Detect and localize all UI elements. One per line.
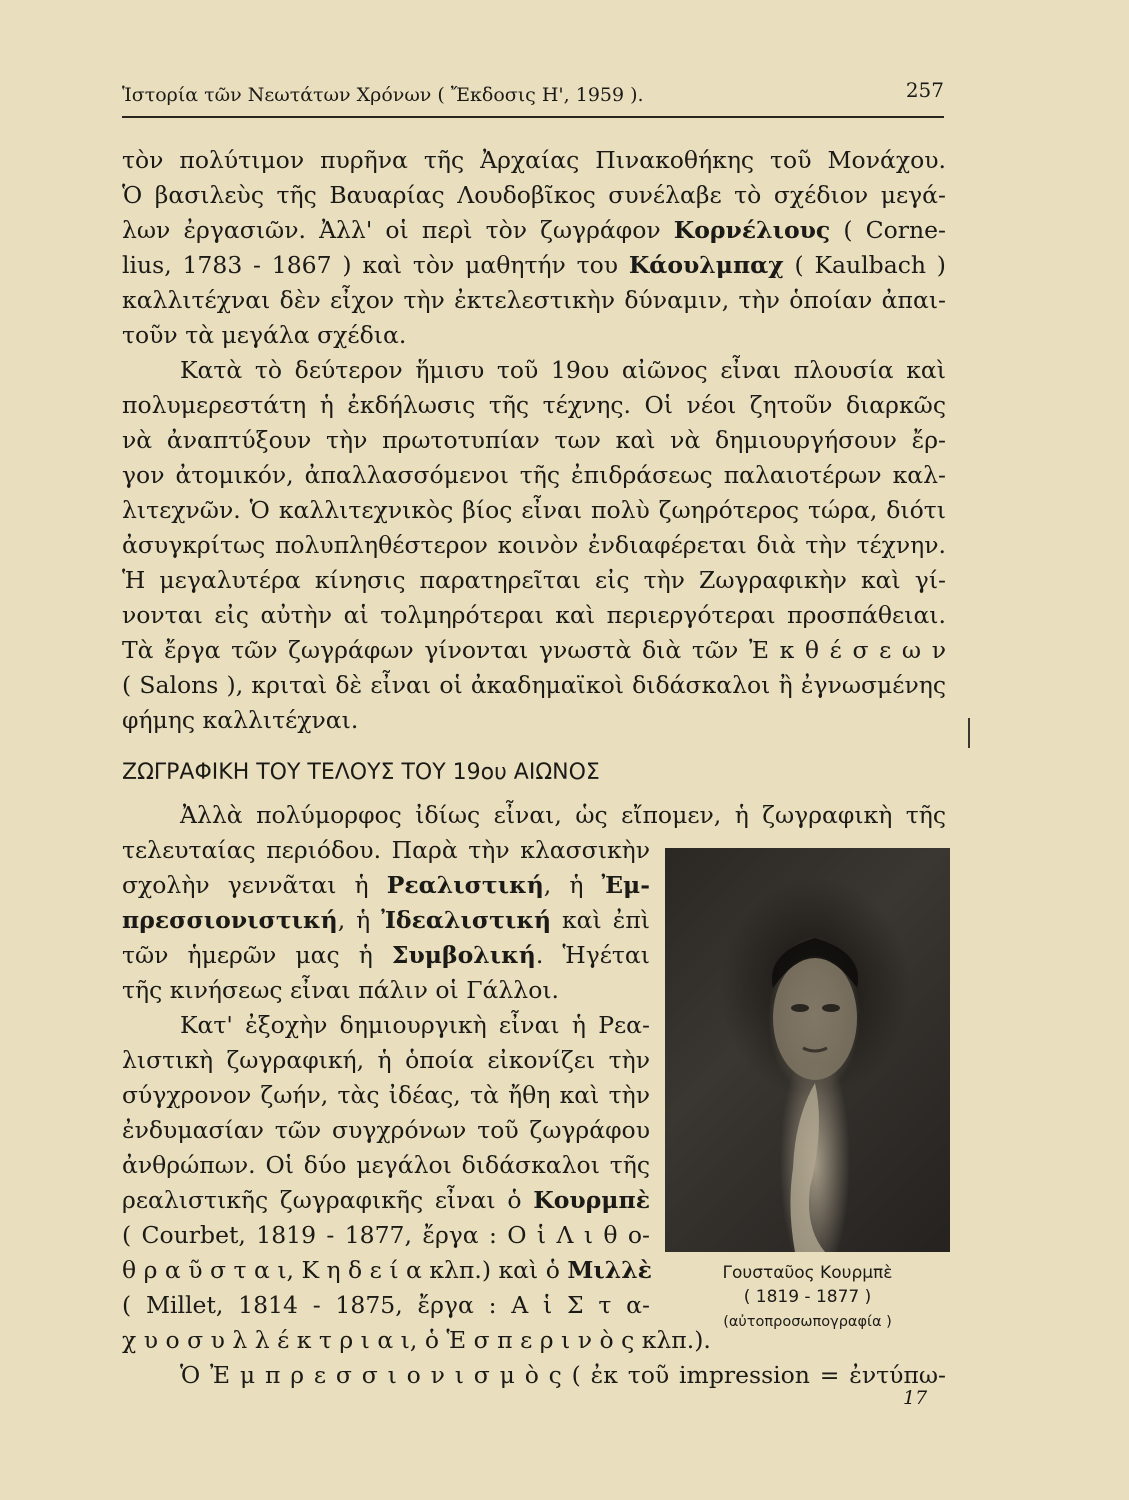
name-millet: Μιλλὲ (567, 1256, 652, 1284)
text-line: νονται εἰς αὐτὴν αἱ τολμηρότεραι καὶ περιεργότεραι προσπάθειαι. (122, 601, 946, 629)
text-line: λων ἐργασιῶν. Ἀλλ' οἱ περὶ τὸν ζωγράφον Κορνέλιους ( Corne- (122, 216, 946, 244)
signature-number: 17 (903, 1387, 928, 1409)
text-line: χ υ ο σ υ λ λ έ κ τ ρ ι α ι, ὁ Ἑ σ π ε ρ ι ν ὸ ς κλπ.). (122, 1326, 711, 1354)
courbet-portrait-image (665, 848, 950, 1252)
text-line: γον ἀτομικόν, ἀπαλλασσόμενοι τῆς ἐπιδράσεως παλαιοτέρων καλ- (122, 461, 946, 489)
text-line: τῆς κινήσεως εἶναι πάλιν οἱ Γάλλοι. (122, 976, 560, 1004)
text-line: τοῦν τὰ μεγάλα σχέδια. (122, 321, 407, 349)
text-line: λιτεχνῶν. Ὁ καλλιτεχνικὸς βίος εἶναι πολὺ ζωηρότερος τώρα, διότι (122, 496, 946, 524)
running-header (122, 76, 944, 118)
continuing-paragraph (122, 1358, 946, 1393)
text-line: τὸν πολύτιμον πυρῆνα τῆς Ἀρχαίας Πινακοθήκης τοῦ Μονάχου. (122, 146, 946, 174)
text-line: ( Courbet, 1819 - 1877, ἔργα : Ο ἱ Λ ι θ ο- (122, 1221, 650, 1249)
text-line: ρεαλιστικῆς ζωγραφικῆς εἶναι ὁ Κουρμπὲ (122, 1186, 650, 1214)
text-line: Τὰ ἔργα τῶν ζωγράφων γίνονται γνωστὰ διὰ τῶν Ἐ κ θ έ σ ε ω ν (122, 636, 946, 664)
text-line: Ὁ Ἐ μ π ρ ε σ σ ι ο ν ι σ μ ὸ ς ( ἐκ τοῦ impression = ἐντύπω- (180, 1361, 946, 1389)
text-line: σχολὴν γεννᾶται ἡ Ρεαλιστική, ἡ Ἐμ- (122, 871, 650, 899)
term-impressionism-start: Ἐμ- (601, 871, 650, 899)
caption-name: Γουσταῦος Κουρμπὲ (722, 1263, 893, 1283)
text-line: Κατ' ἐξοχὴν δημιουργικὴ εἶναι ἡ Ρεα- (180, 1011, 650, 1039)
header-title: Ἱστορία τῶν Νεωτάτων Χρόνων ( Ἔκδοσις Η', 1959 ). (122, 84, 644, 106)
text-line: Κατὰ τὸ δεύτερον ἥμισυ τοῦ 19ου αἰῶνος εἶναι πλουσία καὶ (180, 356, 946, 384)
term-idealism: Ἰδεαλιστική (381, 906, 552, 934)
name-courbet: Κουρμπὲ (533, 1186, 650, 1214)
spaced-word-ektheseon: Ἐ κ θ έ σ ε ω ν (748, 636, 946, 664)
term-impressionism-end: πρεσσιονιστική (122, 906, 338, 934)
text-line: πρεσσιονιστική, ἡ Ἰδεαλιστική καὶ ἐπὶ (122, 906, 650, 934)
text-line: Ὁ βασιλεὺς τῆς Βαυαρίας Λουδοβῖκος συνέλαβε τὸ σχέδιον μεγά- (122, 181, 946, 209)
section-heading: ΖΩΓΡΑΦΙΚΗ ΤΟΥ ΤΕΛΟΥΣ ΤΟΥ 19ου ΑΙΩΝΟΣ (122, 760, 600, 785)
text-line: Ἀλλὰ πολύμορφος ἰδίως εἶναι, ὡς εἴπομεν, ἡ ζωγραφικὴ τῆς (180, 801, 946, 829)
text-line: φήμης καλλιτέχναι. (122, 706, 359, 734)
term-symbolism: Συμβολική (391, 941, 536, 969)
text-line: ἀσυγκρίτως πολυπληθέστερον κοινὸν ἐνδιαφέρεται διὰ τὴν τέχνην. (122, 531, 946, 559)
caption-dates: ( 1819 - 1877 ) (743, 1287, 872, 1307)
text-line: θ ρ α ῦ σ τ α ι, Κ η δ ε ί α κλπ.) καὶ ὁ Μιλλὲ (122, 1256, 652, 1284)
text-line: τελευταίας περιόδου. Παρὰ τὴν κλασσικὴν (122, 836, 650, 864)
portrait-illustration (665, 848, 950, 1252)
text-line: νὰ ἀναπτύξουν τὴν πρωτοτυπίαν των καὶ νὰ δημιουργήσουν ἔρ- (122, 426, 946, 454)
text-line: λιστικὴ ζωγραφική, ἡ ὁποία εἰκονίζει τὴν (122, 1046, 650, 1074)
margin-rule (968, 718, 970, 748)
paragraph-2 (122, 353, 946, 738)
text-line: Ἡ μεγαλυτέρα κίνησις παρατηρεῖται εἰς τὴν Ζωγραφικὴν καὶ γί- (122, 566, 946, 594)
paragraph-1 (122, 143, 946, 353)
name-kaulbach: Κάουλμπαχ (628, 251, 784, 279)
text-line: τῶν ἡμερῶν μας ἡ Συμβολική. Ἡγέται (122, 941, 650, 969)
text-line: ἐνδυμασίαν τῶν συγχρόνων τοῦ ζωγράφου (122, 1116, 650, 1144)
text-line: πολυμερεστάτη ἡ ἐκδήλωσις τῆς τέχνης. Οἱ νέοι ζητοῦν διαρκῶς (122, 391, 946, 419)
name-cornelius: Κορνέλιους (673, 216, 831, 244)
text-line: ( Millet, 1814 - 1875, ἔργα : Α ἱ Σ τ α- (122, 1291, 650, 1319)
caption-note: (αὐτοπροσωπογραφία ) (723, 1314, 892, 1330)
term-realism: Ρεαλιστική (386, 871, 544, 899)
text-line: σύγχρονον ζωήν, τὰς ἰδέας, τὰ ἤθη καὶ τὴν (122, 1081, 650, 1109)
text-line: καλλιτέχναι δὲν εἶχον τὴν ἐκτελεστικὴν δύναμιν, τὴν ὁποίαν ἀπαι- (122, 286, 946, 314)
text-line: ἀνθρώπων. Οἱ δύο μεγάλοι διδάσκαλοι τῆς (122, 1151, 650, 1179)
page-number: 257 (905, 78, 944, 102)
text-line: ( Salons ), κριταὶ δὲ εἶναι οἱ ἀκαδημαϊκοὶ διδάσκαλοι ἢ ἐγνωσμένης (122, 671, 946, 699)
text-line: lius, 1783 - 1867 ) καὶ τὸν μαθητήν του Κάουλμπαχ ( Kaulbach ) (122, 251, 946, 279)
